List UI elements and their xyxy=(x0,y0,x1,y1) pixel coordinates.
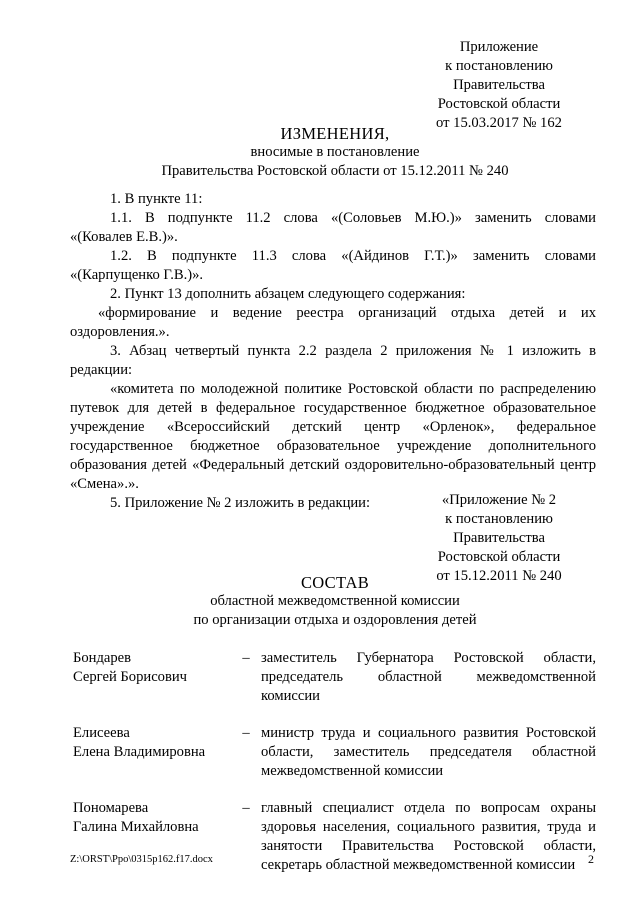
appendix2-line: Ростовской области xyxy=(437,549,561,565)
sostav-subtitle: областной межведомственной комиссии xyxy=(210,593,460,609)
appendix-header xyxy=(414,38,584,133)
changes-title xyxy=(70,124,600,181)
paragraph: 1.1. В подпункте 11.2 слова «(Соловьев М.Ю.)» заменить словами xyxy=(110,210,596,226)
member-row xyxy=(73,724,596,781)
member-role: заместитель Губернатора Ростовской области, председатель областной межведомственной комиссии xyxy=(261,650,596,704)
member-given-name: Елена Владимировна xyxy=(73,744,206,760)
member-surname: Елисеева xyxy=(73,725,130,741)
member-surname: Пономарева xyxy=(73,800,149,816)
member-given-name: Галина Михайловна xyxy=(73,819,199,835)
sostav-title xyxy=(70,573,600,630)
paragraph: 5. Приложение № 2 изложить в редакции: xyxy=(110,495,371,511)
changes-subtitle: Правительства Ростовской области от 15.12.2011 № 240 xyxy=(161,163,509,179)
paragraph: 1.2. В подпункте 11.3 слова «(Айдинов Г.Т.)» заменить словами xyxy=(110,248,596,264)
paragraph: «(Ковалев Е.В.)». xyxy=(70,229,178,245)
paragraph: «(Карпущенко Г.В.)». xyxy=(70,267,204,283)
changes-heading: ИЗМЕНЕНИЯ, xyxy=(280,124,390,143)
appendix2-line: от 15.12.2011 № 240 xyxy=(436,568,562,584)
appendix-line: от 15.03.2017 № 162 xyxy=(436,115,562,131)
member-surname: Бондарев xyxy=(73,650,132,666)
member-row xyxy=(73,649,596,706)
changes-subtitle: вносимые в постановление xyxy=(250,144,420,160)
paragraph: 2. Пункт 13 дополнить абзацем следующего содержания: xyxy=(110,286,466,302)
appendix-line: Правительства xyxy=(453,77,545,93)
page-number: 2 xyxy=(588,852,594,866)
member-dash: – xyxy=(242,800,250,816)
appendix-line: Приложение xyxy=(459,39,539,55)
paragraph: «комитета по молодежной политике Ростовской области по распределению путевок для детей в федеральное государственное бюджетное образовательное учреждение «Всероссийский детский центр «Орленок», федеральное государственное бюджетное образовательное учреждение дополнительного образования детей «Федеральный детский оздоровительно-образовательный центр «Смена».». xyxy=(70,381,596,492)
footer-file-path: Z:\ORST\Ppo\0315p162.f17.docx xyxy=(70,854,213,865)
paragraph: 3. Абзац четвертый пункта 2.2 раздела 2 приложения № 1 изложить в редакции: xyxy=(70,343,596,378)
member-dash: – xyxy=(242,650,250,666)
appendix-line: к постановлению xyxy=(445,58,553,74)
member-role: главный специалист отдела по вопросам охраны здоровья населения, социального развития, труда и занятости Правительства Ростовской области, секретарь областной межведомственной комиссии xyxy=(261,800,596,873)
sostav-heading: СОСТАВ xyxy=(300,573,370,592)
document-body xyxy=(70,190,596,513)
appendix2-line: Правительства xyxy=(453,530,545,546)
member-role: министр труда и социального развития Ростовской области, заместитель председателя областной межведомственной комиссии xyxy=(261,725,596,779)
member-dash: – xyxy=(242,725,250,741)
appendix2-header xyxy=(414,491,584,586)
appendix2-line: «Приложение № 2 xyxy=(441,492,557,508)
member-name xyxy=(73,649,231,706)
paragraph: 1. В пункте 11: xyxy=(110,191,203,207)
appendix2-line: к постановлению xyxy=(445,511,553,527)
sostav-subtitle: по организации отдыха и оздоровления детей xyxy=(193,612,477,628)
paragraph: «формирование и ведение реестра организаций отдыха детей и их оздоровления.». xyxy=(70,305,596,340)
member-given-name: Сергей Борисович xyxy=(73,669,188,685)
appendix-line: Ростовской области xyxy=(437,96,561,112)
member-name xyxy=(73,724,231,781)
